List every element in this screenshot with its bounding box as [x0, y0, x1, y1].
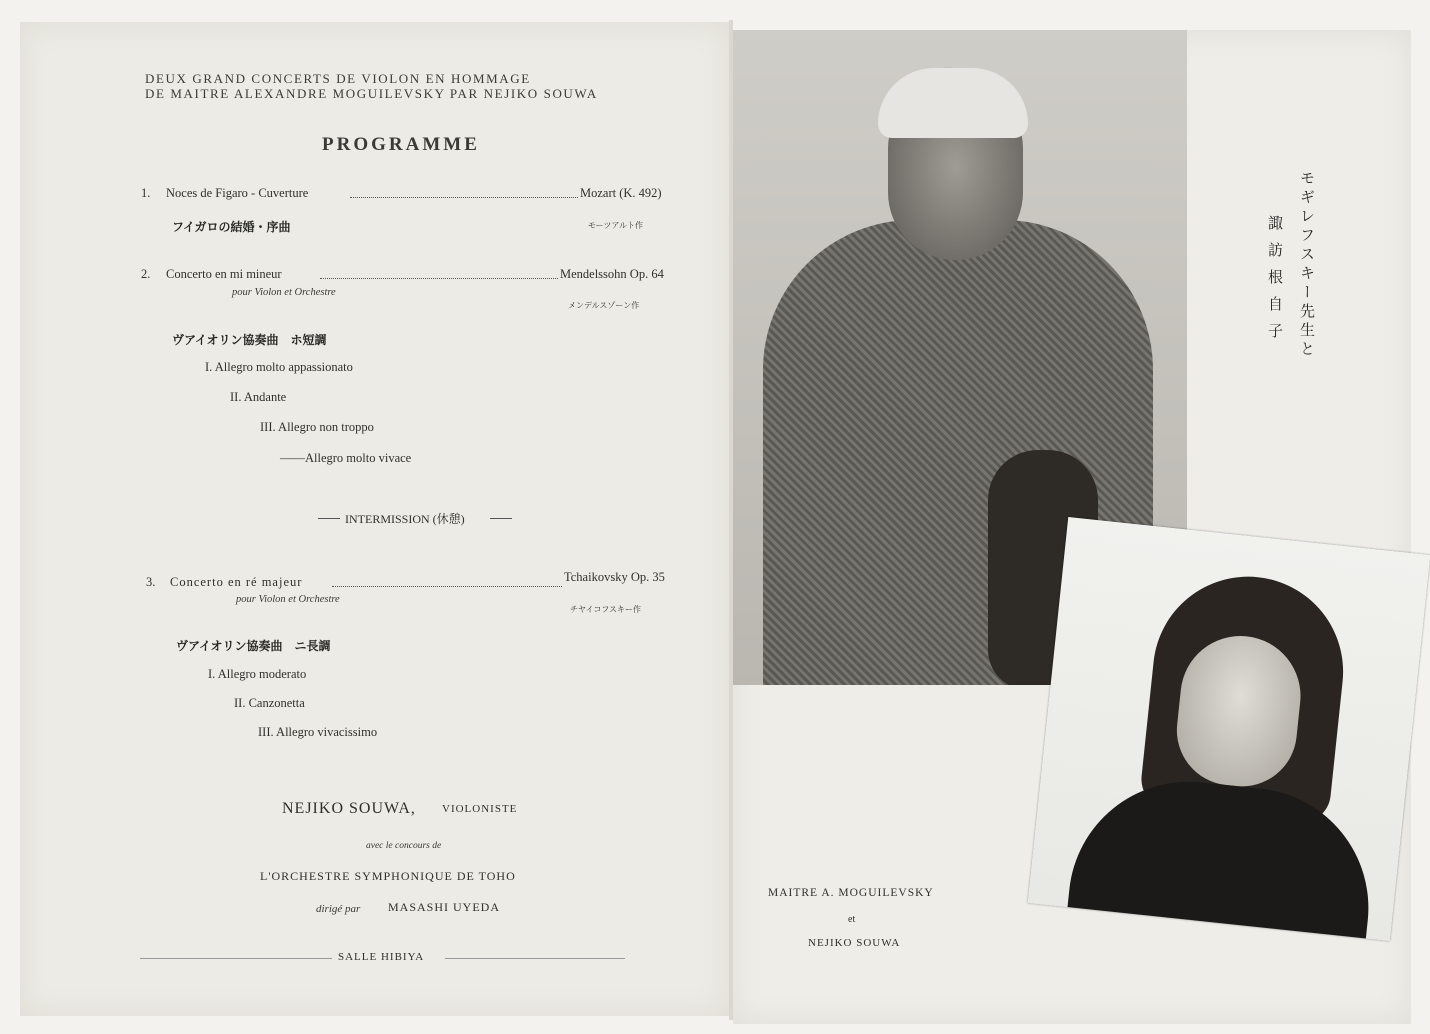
- piece3-movement-1: I. Allegro moderato: [208, 667, 307, 681]
- piece3-jp-title: ヴアイオリン協奏曲 ニ長調: [176, 639, 331, 653]
- piece2-movement-3: III. Allegro non troppo: [260, 420, 374, 434]
- piece3-number: 3.: [146, 575, 156, 589]
- vertical-jp-text-1: モギレフスキー先生と: [1298, 170, 1316, 360]
- piece1-title: Noces de Figaro - Cuverture: [166, 186, 309, 200]
- orchestra-name: L'ORCHESTRE SYMPHONIQUE DE TOHO: [260, 869, 516, 883]
- header-line-1: DEUX GRAND CONCERTS DE VIOLON EN HOMMAGE: [145, 71, 531, 86]
- piece2-movement-2: II. Andante: [230, 390, 287, 404]
- piece3-composer: Tchaikovsky Op. 35: [564, 570, 665, 584]
- venue-rule-right: [445, 958, 625, 959]
- avec-text: avec le concours de: [366, 841, 442, 851]
- dirige-text: dirigé par: [316, 903, 361, 915]
- conductor-name: MASASHI UYEDA: [388, 900, 501, 914]
- piece2-movement-4: ——Allegro molto vivace: [280, 451, 412, 465]
- piece2-subtitle: pour Violon et Orchestre: [232, 287, 336, 298]
- caption-line-3: NEJIKO SOUWA: [808, 937, 901, 949]
- header-line-2: DE MAITRE ALEXANDRE MOGUILEVSKY PAR NEJIKO SOUWA: [145, 86, 598, 101]
- piece2-number: 2.: [141, 267, 151, 281]
- intermission-rule-right: [490, 518, 512, 519]
- portrait-souwa: [1028, 517, 1430, 941]
- piece3-movement-2: II. Canzonetta: [234, 696, 305, 710]
- performer-role: VIOLONISTE: [442, 803, 518, 815]
- piece3-subtitle: pour Violon et Orchestre: [236, 594, 340, 605]
- piece1-composer: Mozart (K. 492): [580, 186, 662, 200]
- piece2-composer: Mendelssohn Op. 64: [560, 267, 664, 281]
- intermission-rule-left: [318, 518, 340, 519]
- piece1-jp-title: フイガロの結婚・序曲: [172, 220, 291, 234]
- vertical-jp-text-2: 諏訪根自子: [1266, 215, 1284, 350]
- venue-rule-left: [140, 958, 332, 959]
- programme-title: PROGRAMME: [322, 134, 480, 155]
- piece2-movement-1: I. Allegro molto appassionato: [205, 360, 353, 374]
- intermission-label: INTERMISSION (休憩): [345, 512, 465, 526]
- piece2-jp-title: ヴアイオリン協奏曲 ホ短調: [172, 333, 327, 347]
- venue-name: SALLE HIBIYA: [338, 951, 425, 963]
- caption-line-1: MAITRE A. MOGUILEVSKY: [768, 887, 934, 899]
- piece1-number: 1.: [141, 186, 151, 200]
- caption-line-2: et: [848, 914, 856, 925]
- portrait-hair: [878, 68, 1028, 138]
- performer-name: NEJIKO SOUWA,: [282, 800, 416, 817]
- piece1-leader: [350, 197, 578, 198]
- piece2-leader: [320, 278, 558, 279]
- piece3-movement-3: III. Allegro vivacissimo: [258, 725, 378, 739]
- piece2-jp-composer: メンデルスゾーン作: [568, 301, 640, 310]
- piece3-title: Concerto en ré majeur: [170, 575, 303, 589]
- piece3-leader: [332, 586, 562, 587]
- piece3-jp-composer: チヤイコフスキー作: [570, 605, 642, 614]
- piece2-title: Concerto en mi mineur: [166, 267, 282, 281]
- piece1-jp-composer: モーツアルト作: [588, 221, 644, 230]
